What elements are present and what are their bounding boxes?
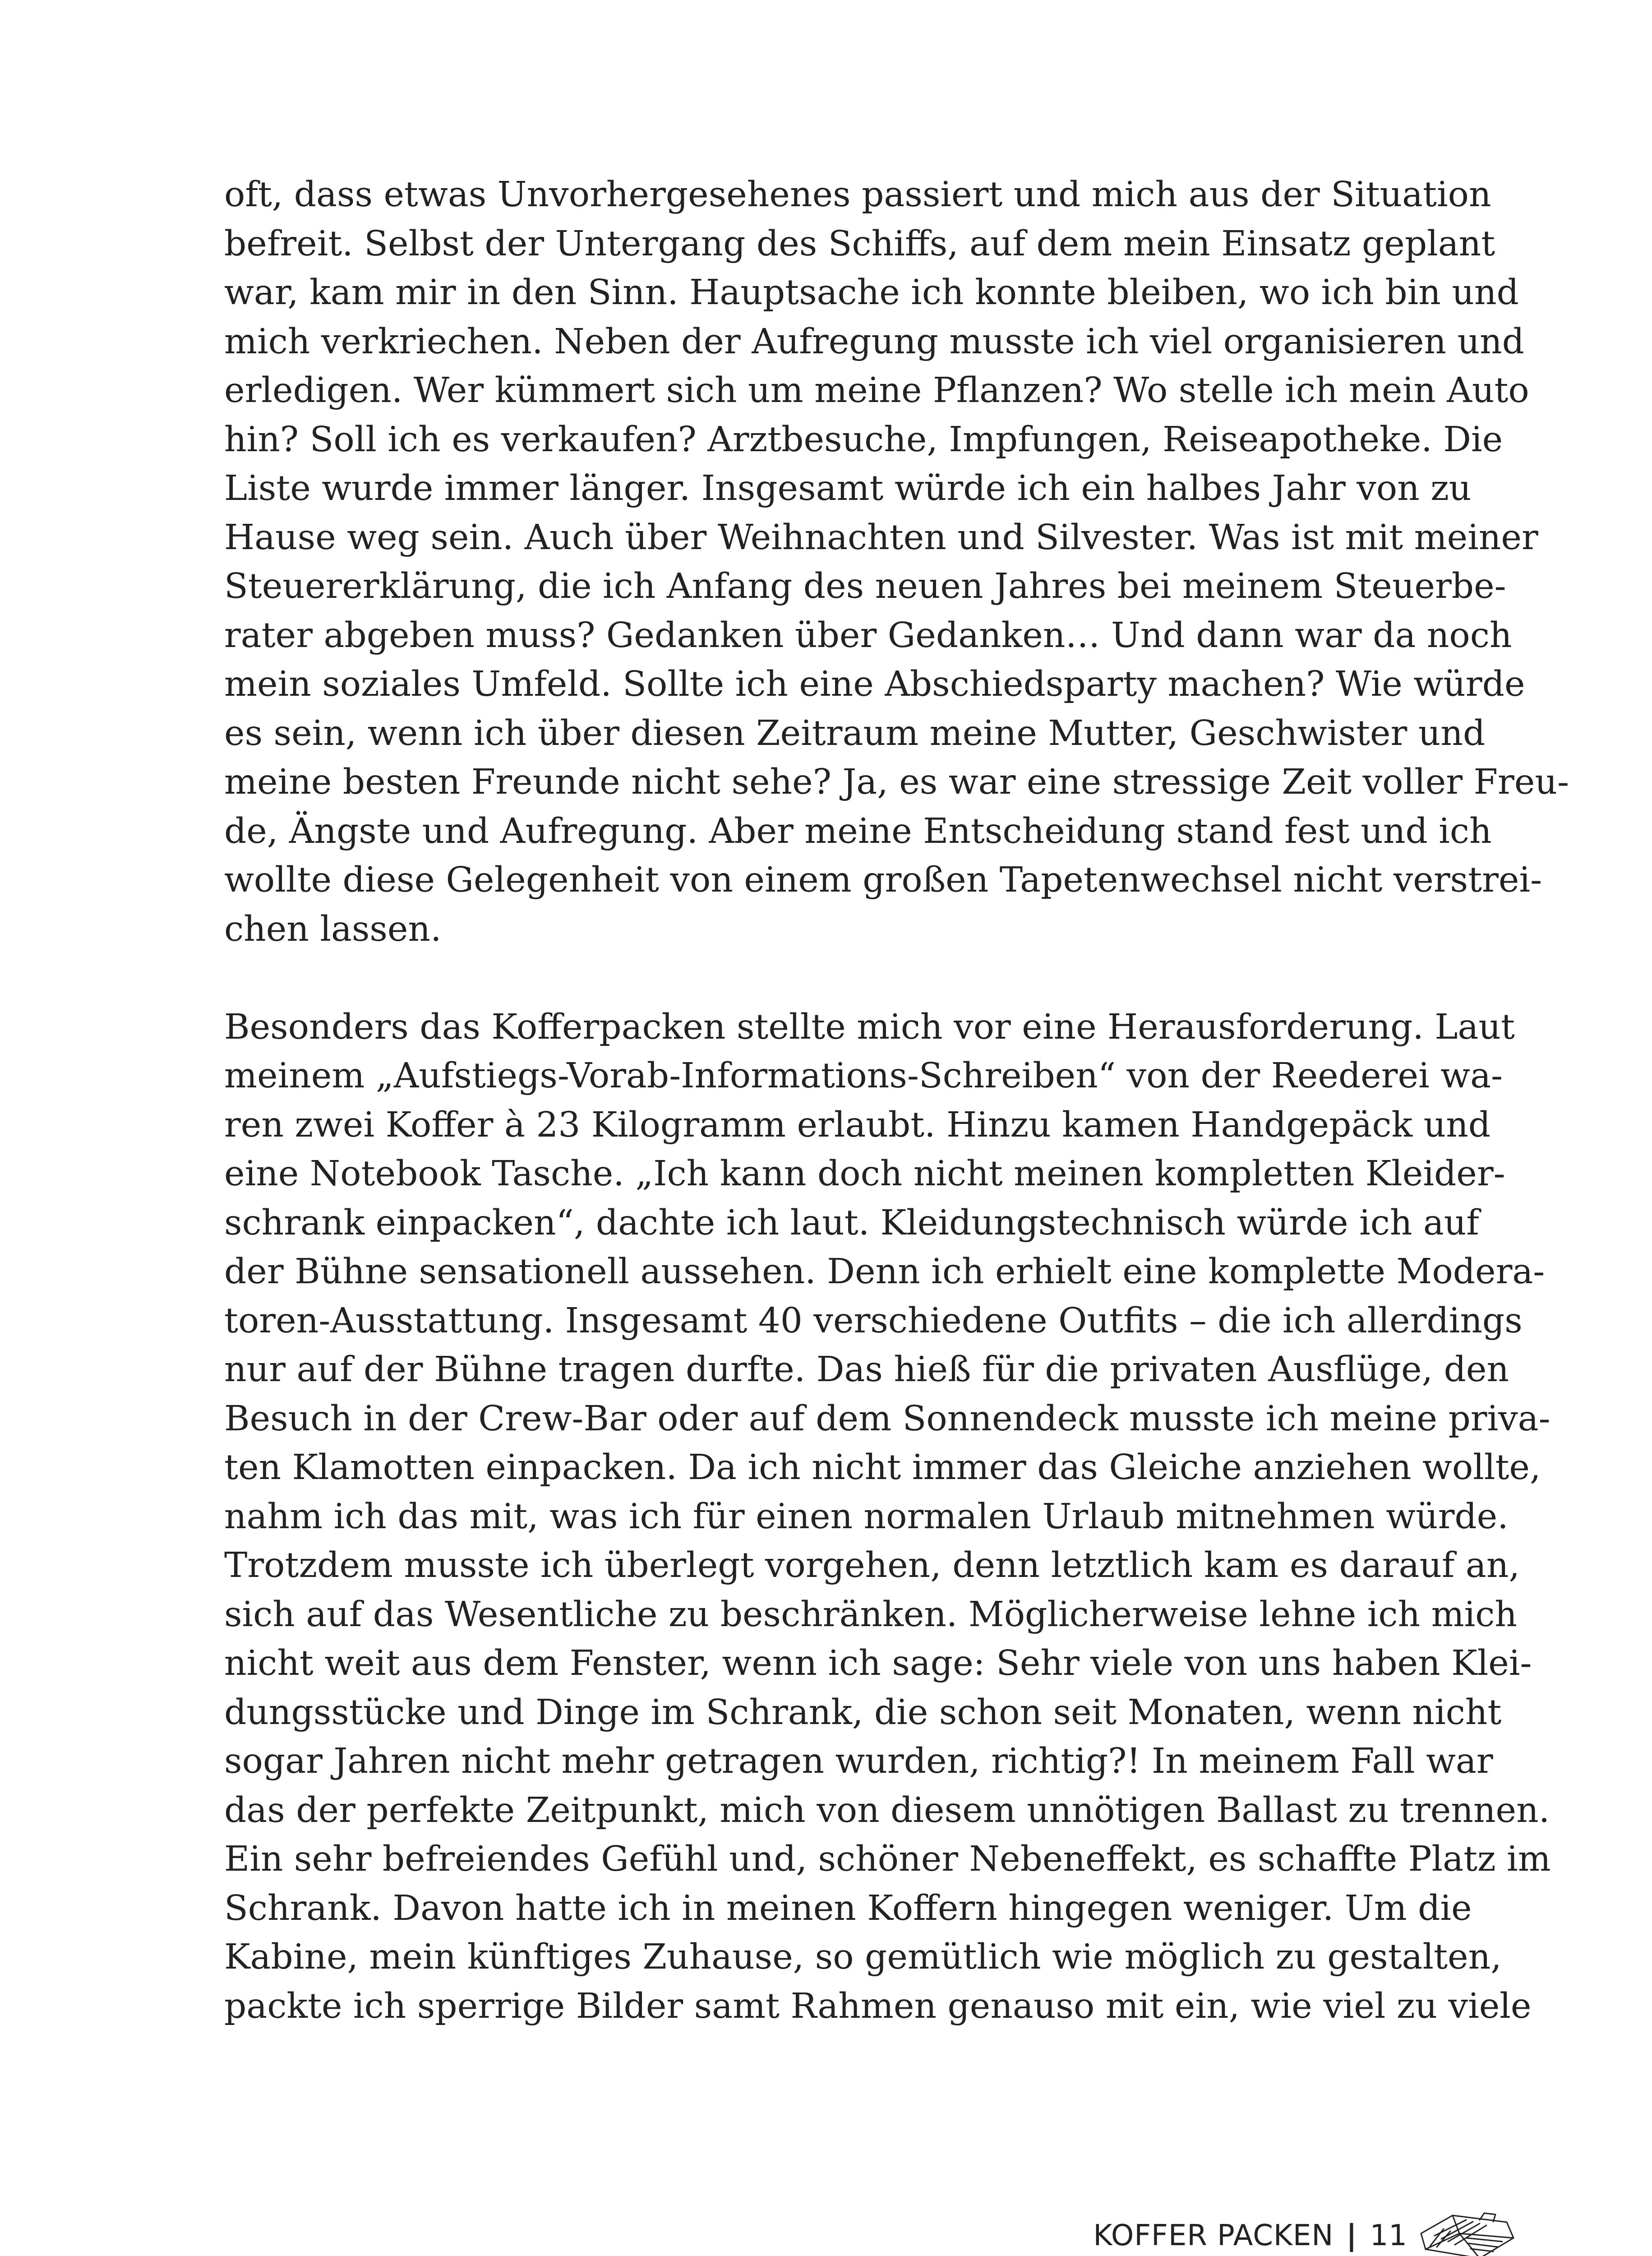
text-line: Kabine, mein künftiges Zuhause, so gemütlich wie möglich zu gestalten, [224, 1937, 1502, 1977]
text-line: meine besten Freunde nicht sehe? Ja, es war eine stressige Zeit voller Freu- [224, 762, 1569, 802]
text-line: erledigen. Wer kümmert sich um meine Pflanzen? Wo stelle ich mein Auto [224, 370, 1529, 411]
text-line: oft, dass etwas Unvorhergesehenes passiert und mich aus der Situation [224, 175, 1491, 215]
text-line: meinem „Aufstiegs-Vorab-Informations-Schreiben“ von der Reederei wa- [224, 1056, 1503, 1096]
text-line: eine Notebook Tasche. „Ich kann doch nicht meinen kompletten Kleider- [224, 1154, 1505, 1194]
paragraph-gap [224, 954, 1405, 1003]
footer-separator: | [1346, 2219, 1357, 2252]
text-line: Besuch in der Crew-Bar oder auf dem Sonnendeck musste ich meine priva- [224, 1398, 1550, 1439]
text-line: Ein sehr befreiendes Gefühl und, schöner Nebeneffekt, es schaffte Platz im [224, 1839, 1551, 1879]
text-line: ten Klamotten einpacken. Da ich nicht immer das Gleiche anziehen wollte, [224, 1447, 1541, 1488]
text-line: wollte diese Gelegenheit von einem großen Tapetenwechsel nicht verstrei- [224, 860, 1542, 900]
text-line: Hause weg sein. Auch über Weihnachten und Silvester. Was ist mit meiner [224, 517, 1538, 558]
text-line: mich verkriechen. Neben der Aufregung musste ich viel organisieren und [224, 321, 1524, 362]
running-header-chapter-title: KOFFER PACKEN [1093, 2219, 1334, 2252]
text-line: Trotzdem musste ich überlegt vorgehen, denn letztlich kam es darauf an, [224, 1545, 1520, 1586]
text-line: chen lassen. [224, 909, 442, 949]
text-line: de, Ängste und Aufregung. Aber meine Entscheidung stand fest und ich [224, 811, 1492, 851]
text-line: dungsstücke und Dinge im Schrank, die schon seit Monaten, wenn nicht [224, 1692, 1502, 1733]
text-line: sich auf das Wesentliche zu beschränken. Möglicherweise lehne ich mich [224, 1594, 1517, 1635]
text-line: Besonders das Kofferpacken stellte mich vor eine Herausforderung. Laut [224, 1007, 1515, 1047]
text-line: toren-Ausstattung. Insgesamt 40 verschiedene Outfits – die ich allerdings [224, 1300, 1523, 1341]
text-line: ren zwei Koffer à 23 Kilogramm erlaubt. Hinzu kamen Handgepäck und [224, 1105, 1491, 1145]
text-line: hin? Soll ich es verkaufen? Arztbesuche, Impfungen, Reiseapotheke. Die [224, 419, 1503, 460]
text-line: Liste wurde immer länger. Insgesamt würde ich ein halbes Jahr von zu [224, 468, 1472, 509]
text-line: war, kam mir in den Sinn. Hauptsache ich konnte bleiben, wo ich bin und [224, 273, 1519, 313]
text-line: es sein, wenn ich über diesen Zeitraum meine Mutter, Geschwister und [224, 713, 1486, 754]
page-number: 11 [1370, 2219, 1407, 2252]
text-line: sogar Jahren nicht mehr getragen wurden, richtig?! In meinem Fall war [224, 1741, 1493, 1781]
text-line: Steuererklärung, die ich Anfang des neuen Jahres bei meinem Steuerbe- [224, 566, 1506, 606]
suitcase-sketch-icon [1417, 2202, 1520, 2256]
text-line: das der perfekte Zeitpunkt, mich von diesem unnötigen Ballast zu trennen. [224, 1790, 1550, 1831]
text-line: rater abgeben muss? Gedanken über Gedanken… Und dann war da noch [224, 615, 1512, 656]
text-line: nicht weit aus dem Fenster, wenn ich sage: Sehr viele von uns haben Klei- [224, 1643, 1532, 1683]
page-footer [1074, 2211, 1407, 2256]
text-line: mein soziales Umfeld. Sollte ich eine Abschiedsparty machen? Wie würde [224, 664, 1525, 704]
text-line: schrank einpacken“, dachte ich laut. Kleidungstechnisch würde ich auf [224, 1202, 1479, 1243]
text-line: nur auf der Bühne tragen durfte. Das hieß für die privaten Ausflüge, den [224, 1350, 1509, 1390]
body-text [224, 171, 1569, 2031]
text-line: nahm ich das mit, was ich für einen normalen Urlaub mitnehmen würde. [224, 1496, 1509, 1537]
text-line: befreit. Selbst der Untergang des Schiffs, auf dem mein Einsatz geplant [224, 223, 1495, 264]
text-line: packte ich sperrige Bilder samt Rahmen genauso mit ein, wie viel zu viele [224, 1986, 1532, 2026]
text-line: Schrank. Davon hatte ich in meinen Koffern hingegen weniger. Um die [224, 1888, 1472, 1928]
text-line: der Bühne sensationell aussehen. Denn ich erhielt eine komplette Modera- [224, 1252, 1545, 1292]
